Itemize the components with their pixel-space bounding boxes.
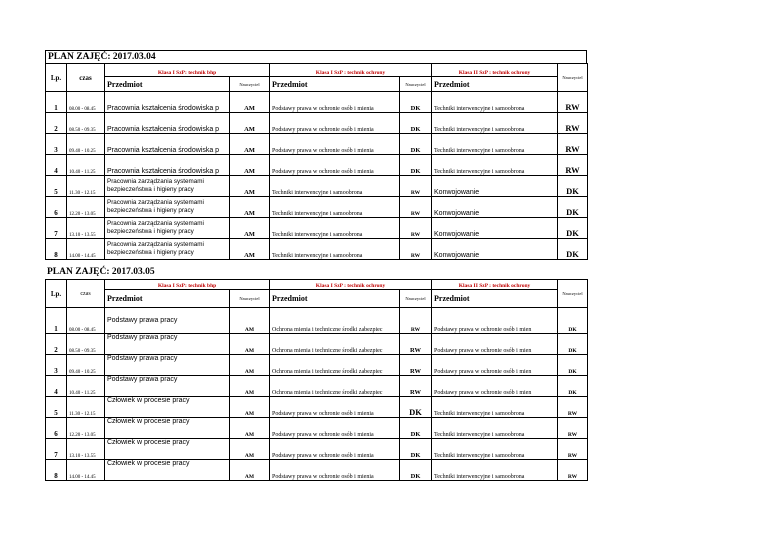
teacher-class1: AM	[230, 418, 270, 439]
subject-class1: Pracownia kształcenia środowiska p	[105, 92, 230, 113]
class-header-row	[46, 280, 588, 290]
teacher-class3: RW	[558, 439, 588, 460]
col-nauczyciel-header: Nauczyciel	[558, 280, 588, 308]
schedule-page	[45, 50, 587, 481]
col-nauczyciel-header: Nauczyciel	[400, 290, 432, 308]
subject-class1: Podstawy prawa pracy	[105, 308, 230, 334]
subject-class2: Podstawy prawa w ochronie osób i mienia	[270, 439, 400, 460]
subject-class3: Techniki interwencyjne i samoobrona	[432, 397, 558, 418]
col-lp-header: Lp.	[46, 64, 67, 92]
plan-title-day1: PLAN ZAJĘĆ: 2017.03.04	[45, 50, 587, 63]
table-row	[46, 397, 588, 418]
table-row	[46, 113, 588, 134]
teacher-class3: DK	[558, 176, 588, 197]
subject-class2: Techniki interwencyjne i samoobrona	[270, 239, 400, 260]
teacher-class1: AM	[230, 218, 270, 239]
table-row	[46, 239, 588, 260]
lesson-number: 8	[46, 239, 67, 260]
subject-class2: Ochrona mienia i techniczne środki zabezpiec	[270, 376, 400, 397]
teacher-class3: RW	[558, 397, 588, 418]
class2-header: Klasa I SzP : technik ochrony	[270, 280, 432, 290]
subject-class3: Techniki interwencyjne i samoobrona	[432, 92, 558, 113]
table-row	[46, 218, 588, 239]
lesson-number: 2	[46, 334, 67, 355]
lesson-time: 10.40 - 11.25	[67, 376, 105, 397]
subject-class3: Konwojowanie	[432, 176, 558, 197]
lesson-time: 08.50 - 09.35	[67, 334, 105, 355]
lesson-time: 11.30 - 12.15	[67, 176, 105, 197]
teacher-class1: AM	[230, 355, 270, 376]
subject-class1: Pracownia zarządzania systemami bezpieczeństwa i higieny pracy	[105, 239, 230, 260]
table-row	[46, 197, 588, 218]
subject-class1: Pracownia zarządzania systemami bezpieczeństwa i higieny pracy	[105, 176, 230, 197]
teacher-class1: AM	[230, 376, 270, 397]
teacher-class1: AM	[230, 197, 270, 218]
class3-header: Klasa II SzP : technik ochrony	[432, 280, 558, 290]
teacher-class1: AM	[230, 308, 270, 334]
column-header-row	[46, 77, 588, 92]
subject-class2: Podstawy prawa w ochronie osób i mienia	[270, 92, 400, 113]
col-nauczyciel-header: Nauczyciel	[230, 77, 270, 92]
col-czas-header: czas	[67, 280, 105, 308]
subject-class2: Podstawy prawa w ochronie osób i mienia	[270, 397, 400, 418]
teacher-class1: AM	[230, 155, 270, 176]
subject-class1: Człowiek w procesie pracy	[105, 418, 230, 439]
teacher-class1: AM	[230, 397, 270, 418]
teacher-class2: RW	[400, 218, 432, 239]
teacher-class2: DK	[400, 92, 432, 113]
teacher-class3: DK	[558, 355, 588, 376]
lesson-time: 11.30 - 12.15	[67, 397, 105, 418]
col-lp-header: Lp.	[46, 280, 67, 308]
subject-class3: Konwojowanie	[432, 239, 558, 260]
col-przedmiot-header: Przedmiot	[105, 77, 230, 92]
subject-class3: Podstawy prawa w ochronie osób i mien	[432, 376, 558, 397]
teacher-class2: RW	[400, 239, 432, 260]
teacher-class2: DK	[400, 155, 432, 176]
teacher-class3: DK	[558, 376, 588, 397]
lesson-number: 5	[46, 176, 67, 197]
table-row	[46, 460, 588, 481]
subject-class1: Pracownia zarządzania systemami bezpieczeństwa i higieny pracy	[105, 218, 230, 239]
subject-class1: Podstawy prawa pracy	[105, 355, 230, 376]
lesson-number: 6	[46, 197, 67, 218]
subject-class2: Ochrona mienia i techniczne środki zabezpiec	[270, 355, 400, 376]
table-row	[46, 418, 588, 439]
subject-class3: Techniki interwencyjne i samoobrona	[432, 460, 558, 481]
teacher-class3: DK	[558, 239, 588, 260]
lesson-time: 12.20 - 13.05	[67, 197, 105, 218]
teacher-class1: AM	[230, 176, 270, 197]
col-przedmiot-header: Przedmiot	[432, 290, 558, 308]
lesson-time: 14.00 - 14.45	[67, 460, 105, 481]
subject-class3: Podstawy prawa w ochronie osób i mien	[432, 308, 558, 334]
lesson-time: 10.40 - 11.25	[67, 155, 105, 176]
lesson-number: 4	[46, 155, 67, 176]
teacher-class2: DK	[400, 113, 432, 134]
teacher-class2: DK	[400, 134, 432, 155]
col-przedmiot-header: Przedmiot	[105, 290, 230, 308]
lesson-number: 2	[46, 113, 67, 134]
lesson-time: 14.00 - 14.45	[67, 239, 105, 260]
teacher-class1: AM	[230, 460, 270, 481]
teacher-class3: RW	[558, 92, 588, 113]
teacher-class3: RW	[558, 418, 588, 439]
table-row	[46, 439, 588, 460]
class3-header: Klasa II SzP : technik ochrony	[432, 64, 558, 77]
subject-class3: Techniki interwencyjne i samoobrona	[432, 439, 558, 460]
col-nauczyciel-header: Nauczyciel	[400, 77, 432, 92]
teacher-class1: AM	[230, 92, 270, 113]
lesson-time: 13.10 - 13.55	[67, 439, 105, 460]
table-row	[46, 334, 588, 355]
teacher-class1: AM	[230, 113, 270, 134]
subject-class3: Podstawy prawa w ochronie osób i mien	[432, 355, 558, 376]
teacher-class2: DK	[400, 418, 432, 439]
teacher-class2: RW	[400, 355, 432, 376]
col-przedmiot-header: Przedmiot	[270, 77, 400, 92]
plan-title-day2: PLAN ZAJĘĆ: 2017.03.05	[47, 267, 155, 277]
teacher-class2: RW	[400, 376, 432, 397]
col-nauczyciel-header: Nauczyciel	[558, 64, 588, 92]
teacher-class3: DK	[558, 197, 588, 218]
teacher-class1: AM	[230, 439, 270, 460]
subject-class2: Podstawy prawa w ochronie osób i mienia	[270, 460, 400, 481]
subject-class2: Techniki interwencyjne i samoobrona	[270, 176, 400, 197]
subject-class3: Konwojowanie	[432, 197, 558, 218]
column-header-row	[46, 290, 588, 308]
teacher-class3: DK	[558, 218, 588, 239]
lesson-time: 08.50 - 09.35	[67, 113, 105, 134]
teacher-class2: DK	[400, 397, 432, 418]
teacher-class2: RW	[400, 197, 432, 218]
subject-class2: Podstawy prawa w ochronie osób i mienia	[270, 134, 400, 155]
lesson-number: 4	[46, 376, 67, 397]
lesson-number: 5	[46, 397, 67, 418]
teacher-class2: RW	[400, 176, 432, 197]
teacher-class3: RW	[558, 134, 588, 155]
col-przedmiot-header: Przedmiot	[432, 77, 558, 92]
subject-class1: Człowiek w procesie pracy	[105, 439, 230, 460]
col-przedmiot-header: Przedmiot	[270, 290, 400, 308]
lesson-time: 09.40 - 10.25	[67, 355, 105, 376]
teacher-class2: RW	[400, 334, 432, 355]
col-nauczyciel-header: Nauczyciel	[230, 290, 270, 308]
lesson-number: 7	[46, 439, 67, 460]
subject-class1: Człowiek w procesie pracy	[105, 397, 230, 418]
subject-class3: Techniki interwencyjne i samoobrona	[432, 155, 558, 176]
lesson-number: 1	[46, 92, 67, 113]
teacher-class1: AM	[230, 134, 270, 155]
subject-class3: Konwojowanie	[432, 218, 558, 239]
table-row	[46, 155, 588, 176]
teacher-class3: RW	[558, 113, 588, 134]
class1-header: Klasa I SzP: technik bhp	[105, 64, 270, 77]
subject-class1: Pracownia zarządzania systemami bezpieczeństwa i higieny pracy	[105, 197, 230, 218]
teacher-class1: AM	[230, 334, 270, 355]
teacher-class2: RW	[400, 308, 432, 334]
teacher-class3: RW	[558, 460, 588, 481]
subject-class2: Podstawy prawa w ochronie osób i mienia	[270, 155, 400, 176]
subject-class3: Techniki interwencyjne i samoobrona	[432, 113, 558, 134]
subject-class1: Człowiek w procesie pracy	[105, 460, 230, 481]
subject-class2: Podstawy prawa w ochronie osób i mienia	[270, 113, 400, 134]
lesson-number: 7	[46, 218, 67, 239]
schedule-table-day1	[45, 63, 588, 260]
teacher-class2: DK	[400, 460, 432, 481]
class2-header: Klasa I SzP : technik ochrony	[270, 64, 432, 77]
teacher-class1: AM	[230, 239, 270, 260]
lesson-time: 08.00 - 08.45	[67, 308, 105, 334]
class1-header: Klasa I SzP: technik bhp	[105, 280, 270, 290]
lesson-number: 3	[46, 355, 67, 376]
col-czas-header: czas	[67, 64, 105, 92]
lesson-time: 08.00 - 08.45	[67, 92, 105, 113]
teacher-class2: DK	[400, 439, 432, 460]
subject-class2: Ochrona mienia i techniczne środki zabezpiec	[270, 334, 400, 355]
teacher-class3: RW	[558, 155, 588, 176]
schedule-table-day2	[45, 279, 588, 481]
teacher-class3: DK	[558, 308, 588, 334]
lesson-number: 3	[46, 134, 67, 155]
lesson-time: 12.20 - 13.05	[67, 418, 105, 439]
lesson-number: 1	[46, 308, 67, 334]
subject-class2: Podstawy prawa w ochronie osób i mienia	[270, 418, 400, 439]
table-row	[46, 176, 588, 197]
subject-class1: Pracownia kształcenia środowiska p	[105, 113, 230, 134]
lesson-time: 09.40 - 10.25	[67, 134, 105, 155]
class-header-row	[46, 64, 588, 77]
subject-class3: Techniki interwencyjne i samoobrona	[432, 418, 558, 439]
subject-class1: Podstawy prawa pracy	[105, 334, 230, 355]
subject-class1: Pracownia kształcenia środowiska p	[105, 155, 230, 176]
subject-class3: Techniki interwencyjne i samoobrona	[432, 134, 558, 155]
table-row	[46, 92, 588, 113]
lesson-number: 6	[46, 418, 67, 439]
table-row	[46, 376, 588, 397]
subject-class2: Ochrona mienia i techniczne środki zabezpiec	[270, 308, 400, 334]
teacher-class3: DK	[558, 334, 588, 355]
subject-class2: Techniki interwencyjne i samoobrona	[270, 218, 400, 239]
subject-class1: Pracownia kształcenia środowiska p	[105, 134, 230, 155]
table-row	[46, 134, 588, 155]
subject-class3: Podstawy prawa w ochronie osób i mien	[432, 334, 558, 355]
table-row	[46, 355, 588, 376]
lesson-time: 13.10 - 13.55	[67, 218, 105, 239]
lesson-number: 8	[46, 460, 67, 481]
subject-class1: Podstawy prawa pracy	[105, 376, 230, 397]
table-row	[46, 308, 588, 334]
subject-class2: Techniki interwencyjne i samoobrona	[270, 197, 400, 218]
